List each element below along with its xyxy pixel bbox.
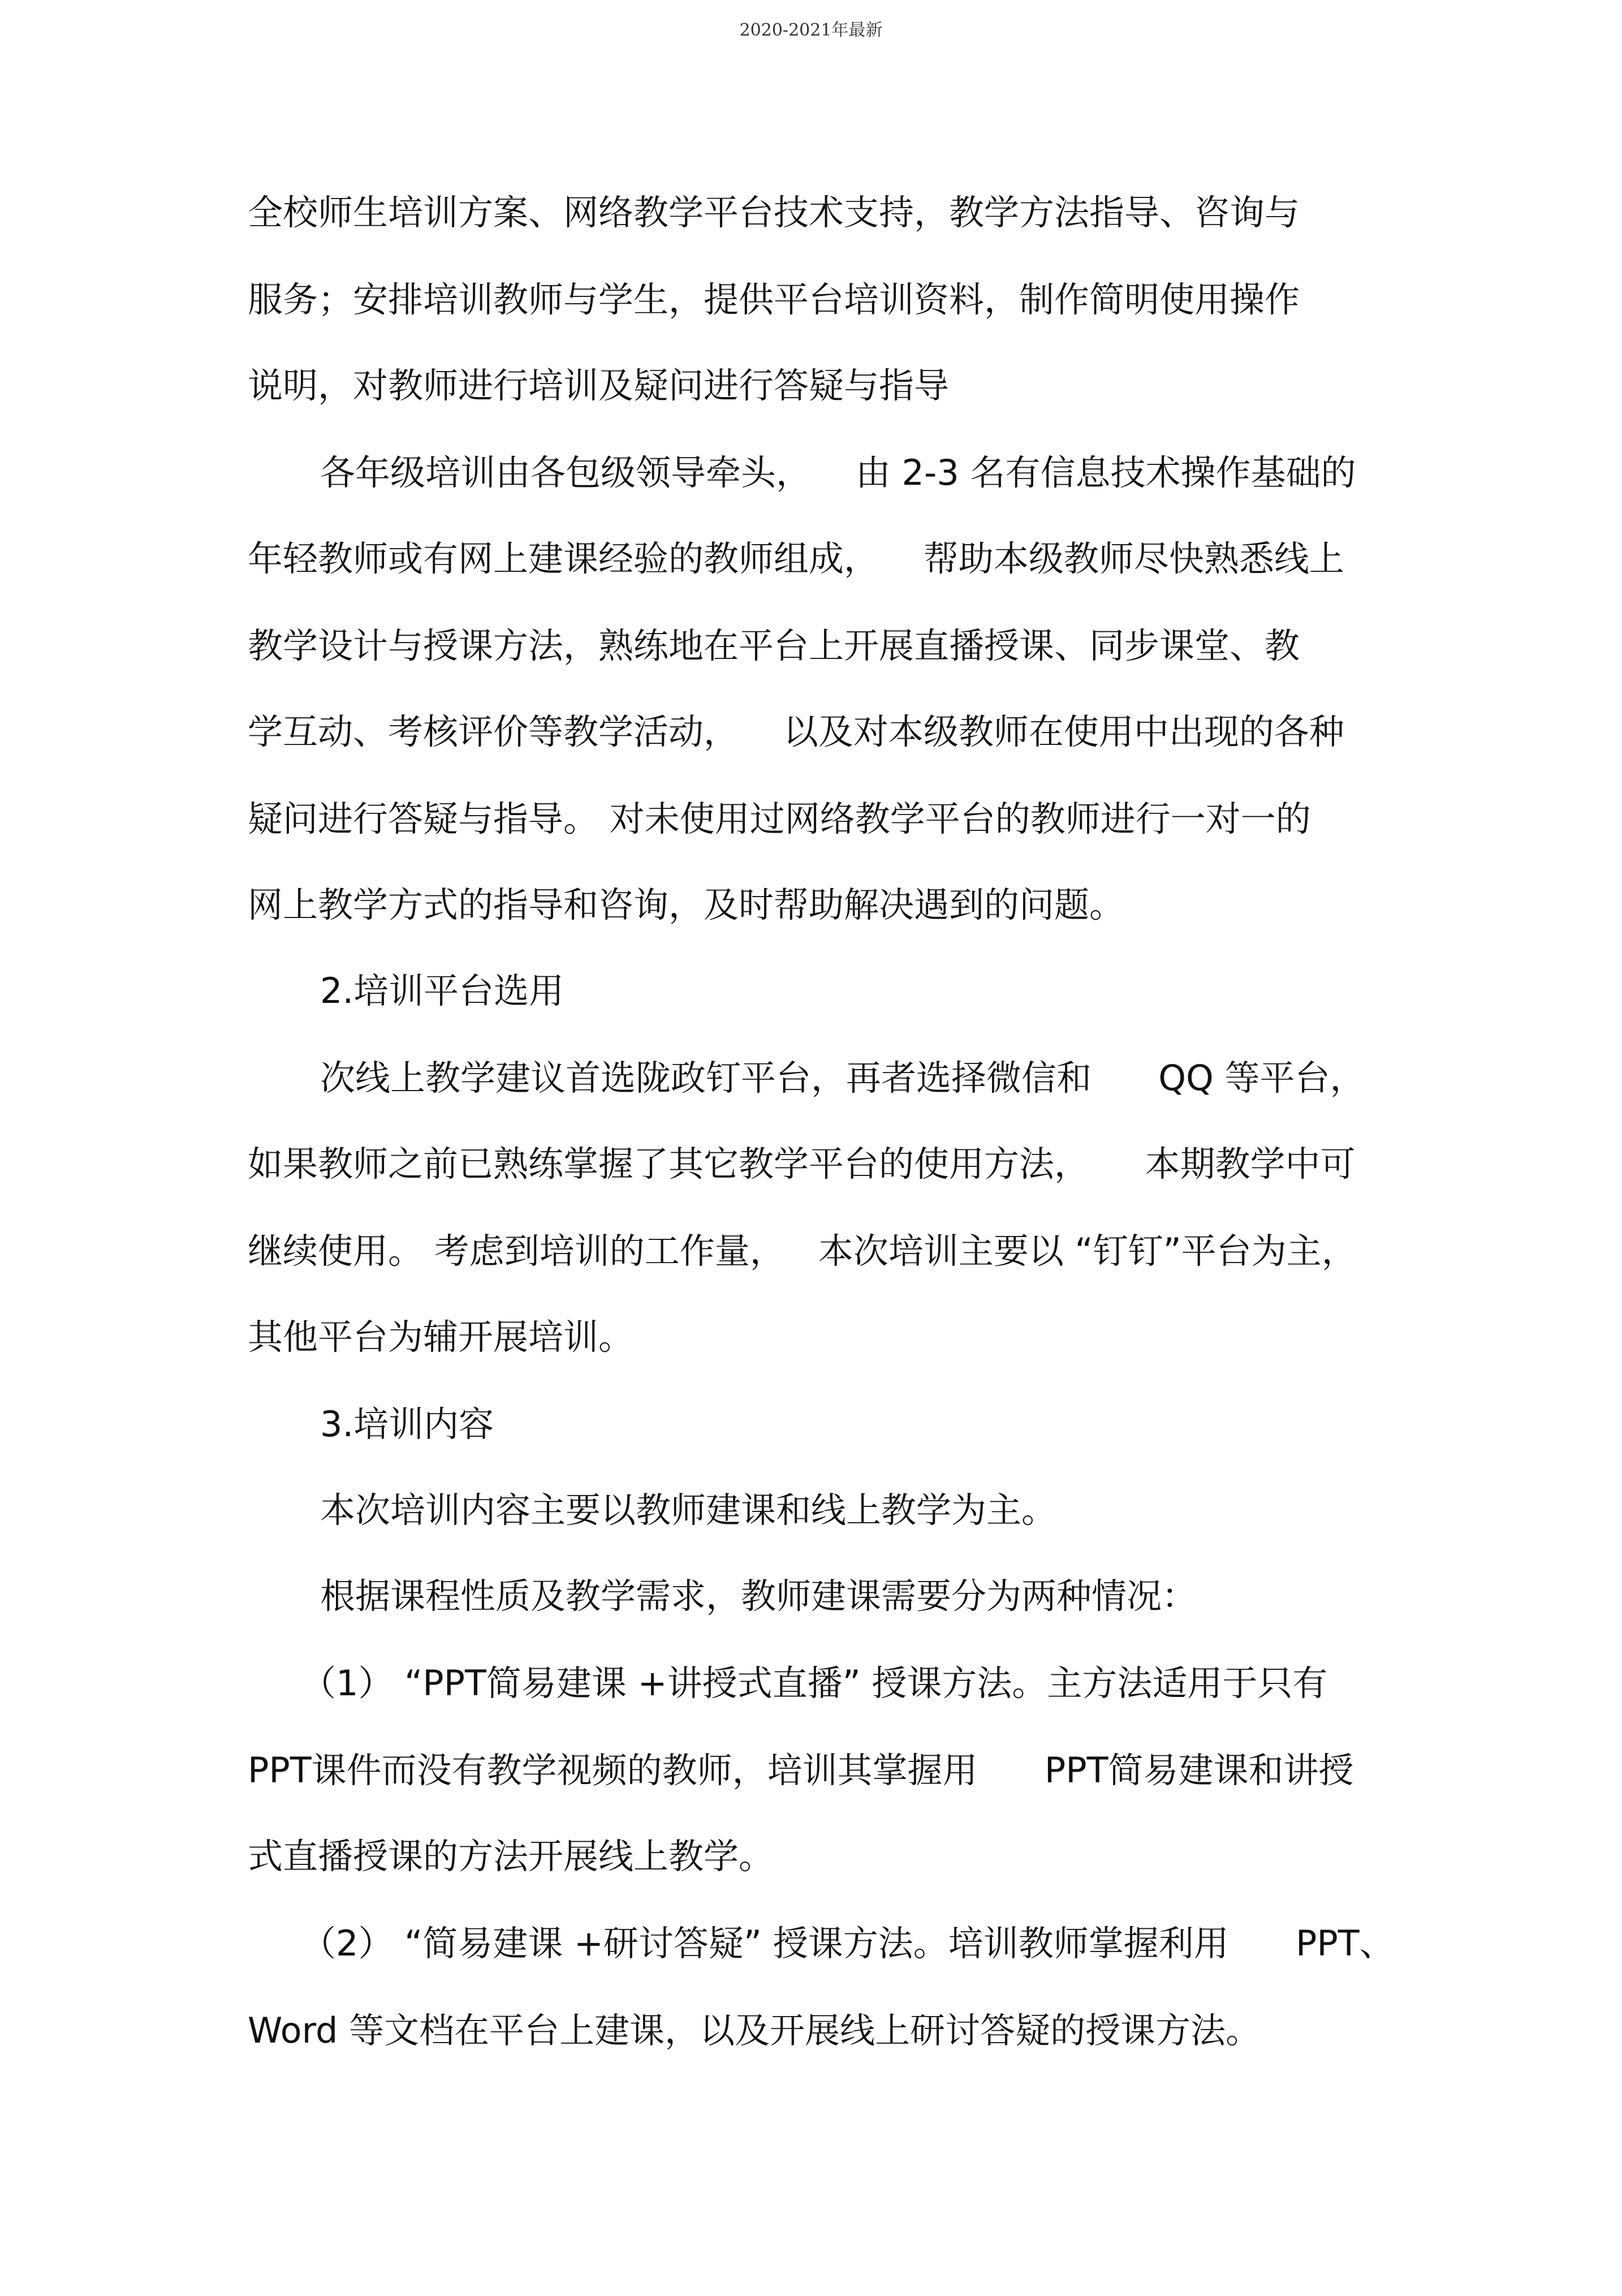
body-line: 服务；安排培训教师与学生，提供平台培训资料，制作简明使用操作 [248, 279, 1300, 320]
body-line: PPT课件而没有教学视频的教师，培训其掌握用 PPT简易建课和讲授 [248, 1750, 1354, 1791]
body-line: 年轻教师或有网上建课经验的教师组成， 帮助本级教师尽快熟悉线上 [248, 538, 1344, 579]
body-line: 继续使用。 考虑到培训的工作量， 本次培训主要以 “钉钉”平台为主， [248, 1230, 1357, 1272]
section-heading: 3.培训内容 [320, 1403, 494, 1445]
paragraph-line: 根据课程性质及教学需求，教师建课需要分为两种情况： [320, 1575, 1197, 1617]
list-item-line: （1） “PPT简易建课 +讲授式直播” 授课方法。主方法适用于只有 [301, 1662, 1328, 1704]
body-line: 其他平台为辅开展培训。 [248, 1316, 634, 1358]
body-line: 疑问进行答疑与指导。 对未使用过网络教学平台的教师进行一对一的 [248, 798, 1311, 839]
body-line: 式直播授课的方法开展线上教学。 [248, 1836, 774, 1877]
body-line: 学互动、考核评价等教学活动， 以及对本级教师在使用中出现的各种 [248, 711, 1344, 752]
body-line: 如果教师之前已熟练掌握了其它教学平台的使用方法， 本期教学中可 [248, 1143, 1356, 1184]
page-header: 2020-2021年最新 [739, 20, 883, 40]
paragraph-line: 各年级培训由各包级领导牵头， 由 2-3 名有信息技术操作基础的 [320, 452, 1356, 493]
body-line: 教学设计与授课方法，熟练地在平台上开展直播授课、同步课堂、教 [248, 625, 1300, 666]
body-line: 全校师生培训方案、网络教学平台技术支持，教学方法指导、咨询与 [248, 192, 1300, 233]
list-item-line: （2） “简易建课 +研讨答疑” 授课方法。培训教师掌握利用 PPT、 [301, 1923, 1395, 1964]
paragraph-line: 次线上教学建议首选陇政钉平台，再者选择微信和 QQ 等平台， [320, 1057, 1365, 1099]
body-line: 说明，对教师进行培训及疑问进行答疑与指导 [248, 365, 950, 406]
section-heading: 2.培训平台选用 [320, 970, 564, 1011]
body-line: 网上教学方式的指导和咨询，及时帮助解决遇到的问题。 [248, 884, 1125, 925]
paragraph-line: 本次培训内容主要以教师建课和线上教学为主。 [320, 1489, 1057, 1531]
body-line: Word 等文档在平台上建课，以及开展线上研讨答疑的授课方法。 [248, 2010, 1261, 2051]
